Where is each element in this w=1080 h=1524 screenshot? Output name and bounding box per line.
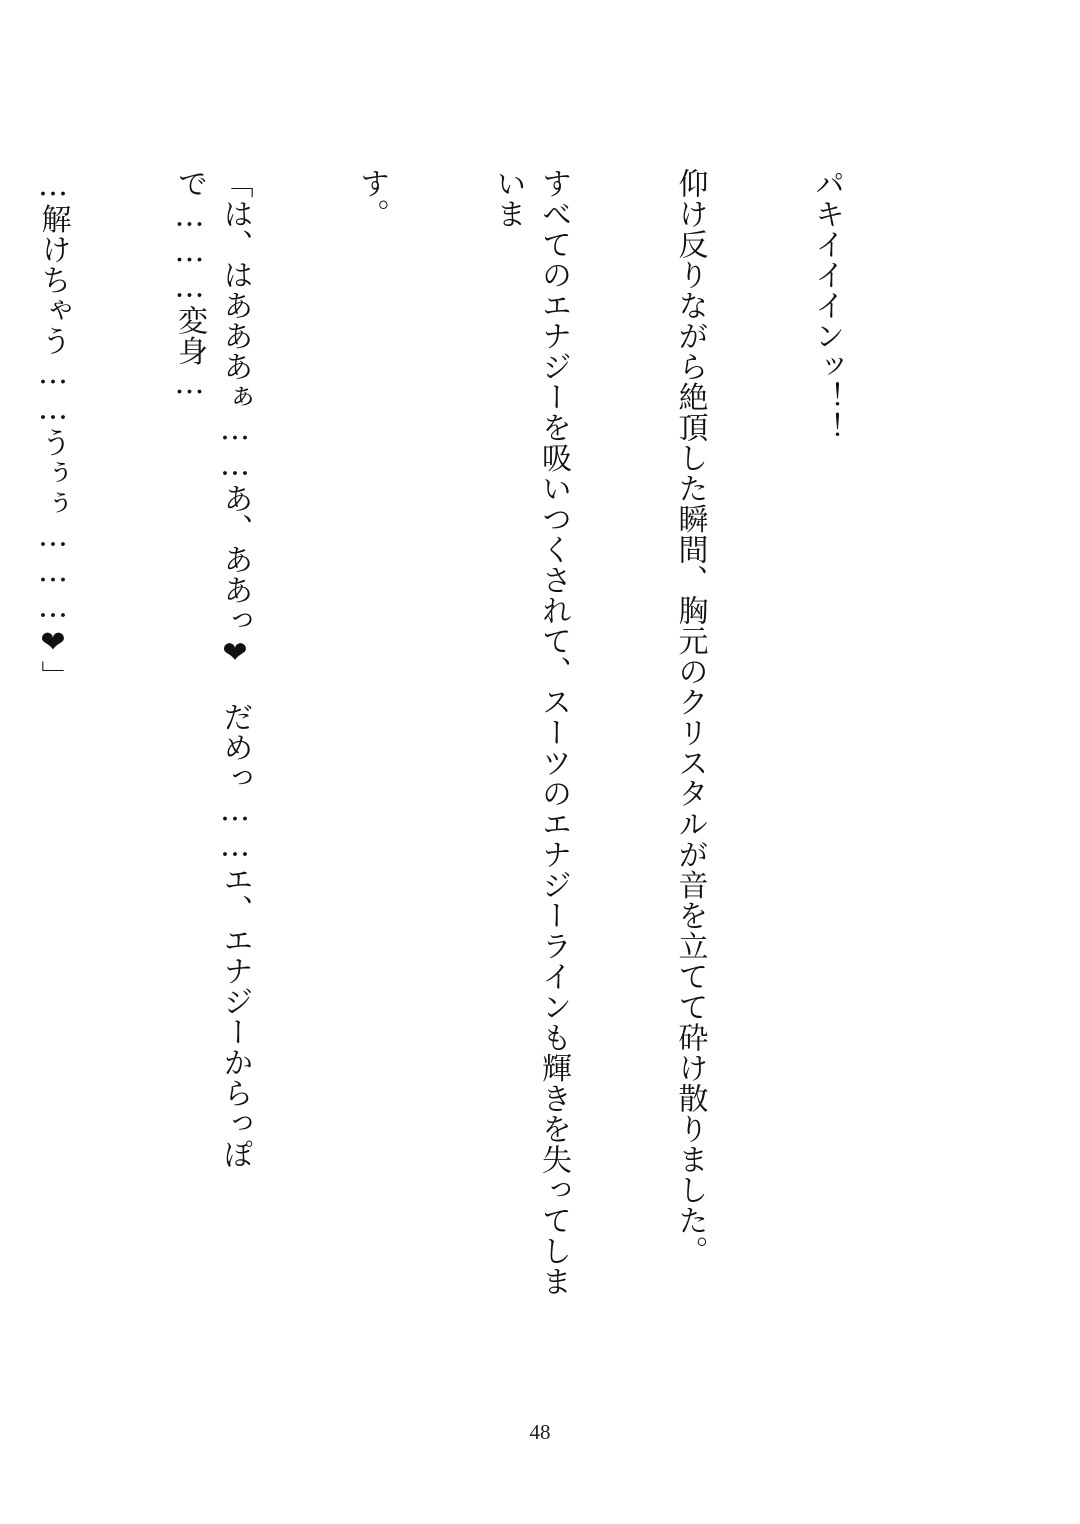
page-number: 48 xyxy=(529,1420,551,1444)
text-line-4: す。 xyxy=(354,168,389,229)
text-line-2: 仰け反りながら絶頂した瞬間、胸元のクリスタルが音を立てて砕け散りました。 xyxy=(672,168,708,1266)
text-line-3: すべてのエナジーを吸いつくされて、スーツのエナジーラインも輝きを失ってしまいま xyxy=(490,168,571,1297)
vertical-text-body xyxy=(0,168,940,1303)
text-line-5: 「は、はあああぁ……あ、ああっ❤ だめっ……エ、エナジーからっぽで………変身… xyxy=(172,168,253,1169)
text-line-6: …解けちゃう……うぅぅ………❤」 xyxy=(35,168,71,691)
text-line-1: パキイイインッ！！ xyxy=(809,168,844,443)
